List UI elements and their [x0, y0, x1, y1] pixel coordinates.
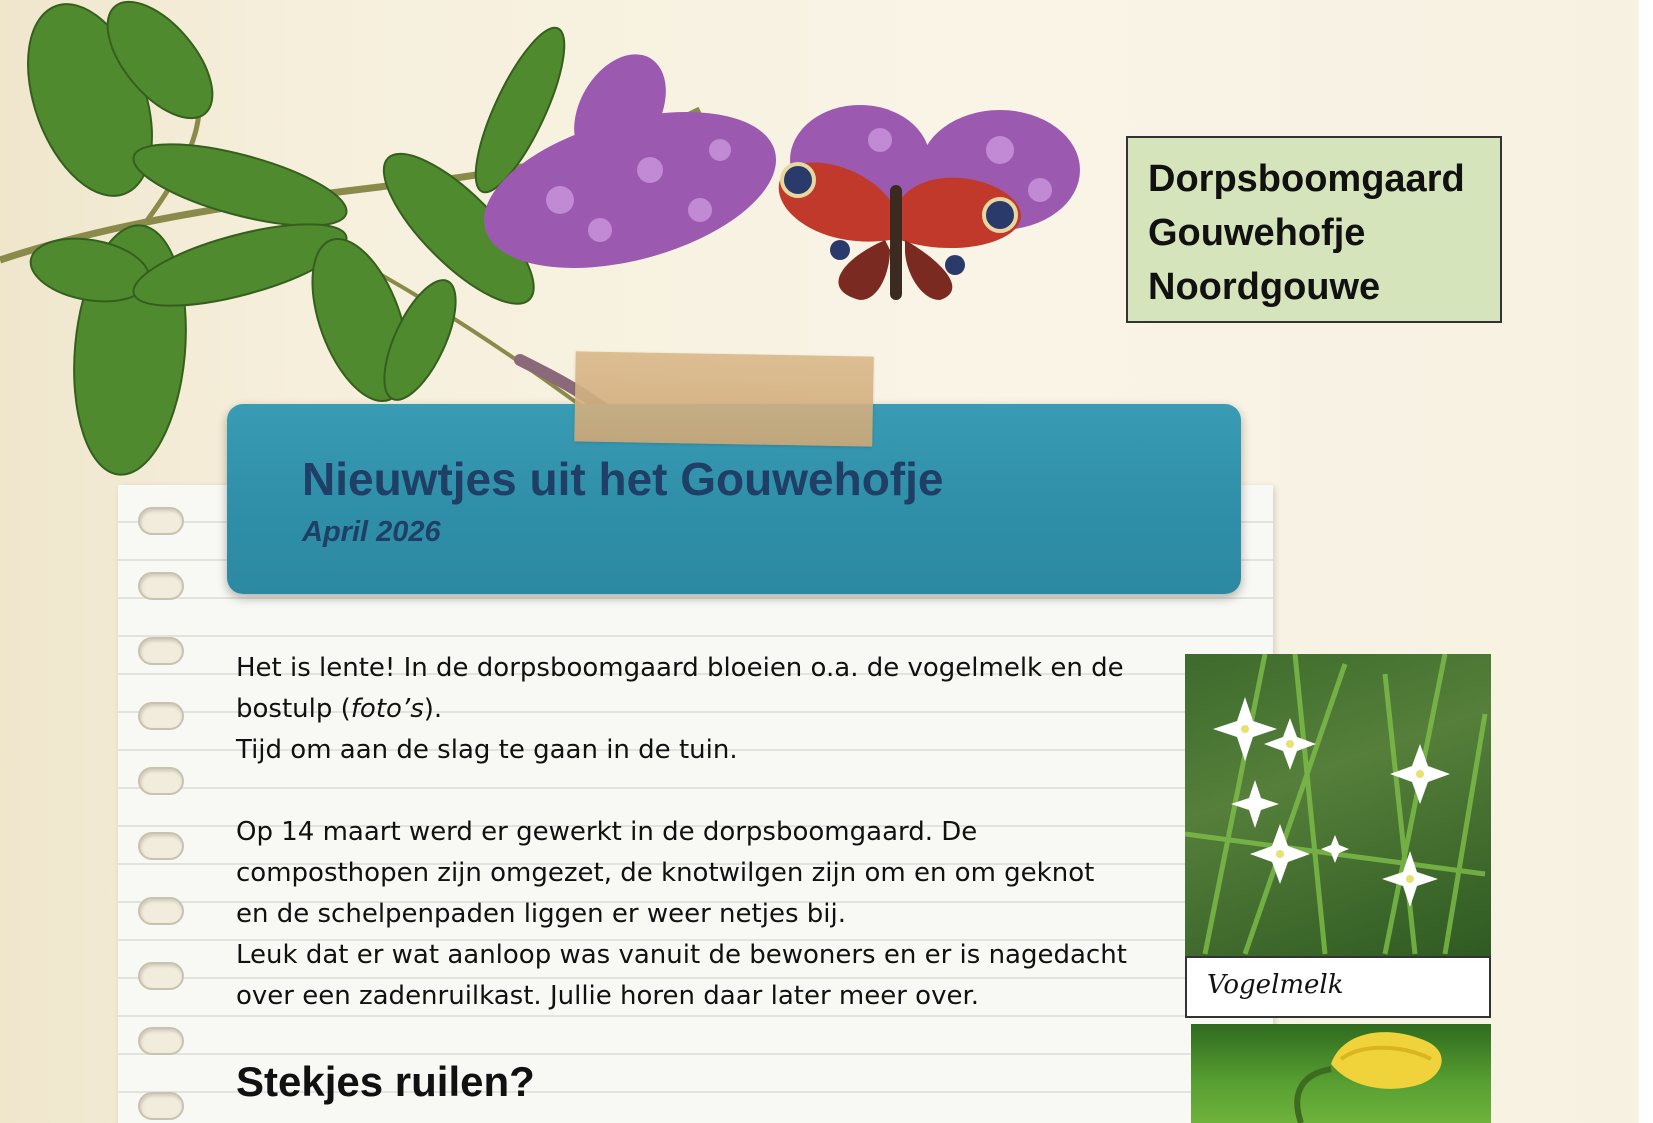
body-line: bostulp (foto’s). — [236, 694, 443, 724]
body-line: Het is lente! In de dorpsboomgaard bloeien o.a. de vogelmelk en de — [236, 653, 1124, 683]
binder-hole — [138, 1027, 184, 1055]
title-line-1: Dorpsboomgaard — [1148, 158, 1465, 200]
binder-hole — [138, 1092, 184, 1120]
newsletter-date: April 2026 — [302, 516, 441, 548]
binder-hole — [138, 962, 184, 990]
article-body — [236, 648, 1166, 1017]
body-line: Op 14 maart werd er gewerkt in de dorpsboomgaard. De — [236, 817, 978, 847]
binder-hole — [138, 702, 184, 730]
yellow-tulip-photo-icon — [1191, 1024, 1491, 1123]
newsletter-title: Nieuwtjes uit het Gouwehofje — [302, 453, 944, 505]
section-heading: Stekjes ruilen? — [236, 1058, 535, 1105]
vogelmelk-photo — [1185, 654, 1491, 956]
page-edge — [1639, 0, 1653, 1123]
body-line: Leuk dat er wat aanloop was vanuit de bewoners en er is nagedacht — [236, 940, 1127, 970]
tape-decoration — [574, 351, 874, 446]
body-line: en de schelpenpaden liggen er weer netjes bij. — [236, 899, 846, 929]
binder-hole — [138, 897, 184, 925]
binder-hole — [138, 572, 184, 600]
white-star-flowers-photo-icon — [1185, 654, 1491, 956]
organization-title-box — [1126, 136, 1502, 323]
body-line: Tijd om aan de slag te gaan in de tuin. — [236, 735, 738, 765]
binder-hole — [138, 767, 184, 795]
binder-hole — [138, 832, 184, 860]
photo-caption: Vogelmelk — [1185, 956, 1491, 1018]
bostulp-photo — [1191, 1024, 1491, 1123]
binder-hole — [138, 507, 184, 535]
binder-hole — [138, 637, 184, 665]
body-line: composthopen zijn omgezet, de knotwilgen zijn om en om geknot — [236, 858, 1095, 888]
body-line: over een zadenruilkast. Jullie horen daar later meer over. — [236, 981, 980, 1011]
title-line-2: Gouwehofje — [1148, 212, 1366, 254]
title-line-3: Noordgouwe — [1148, 266, 1381, 308]
